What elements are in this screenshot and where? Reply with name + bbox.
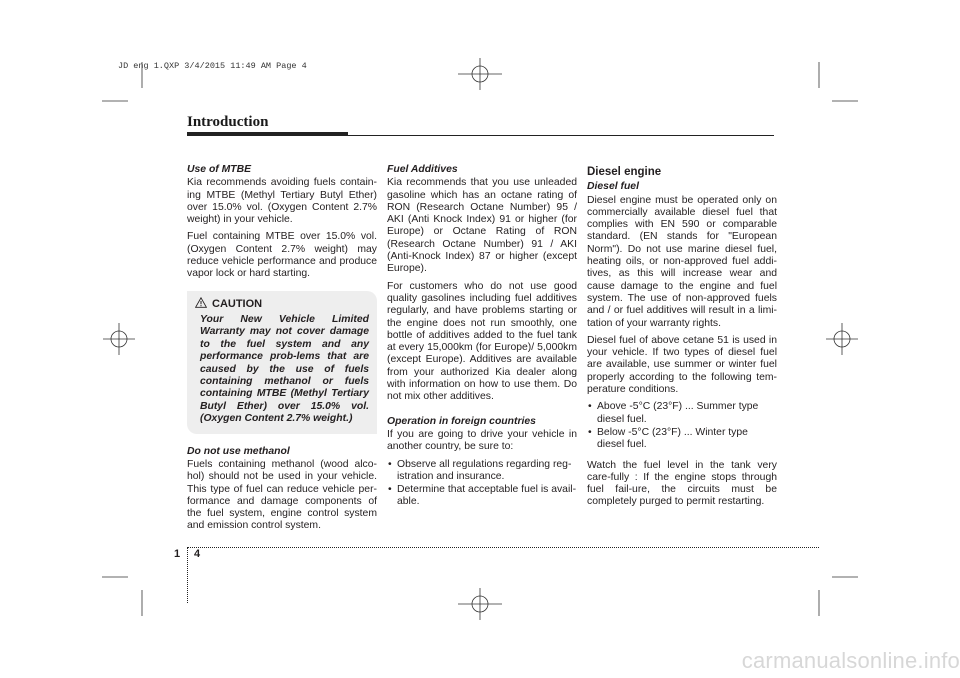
foreign-list [387,459,577,509]
heading-diesel-engine: Diesel engine [587,166,662,178]
registration-target-top [458,58,502,90]
registration-target-bottom [458,588,502,620]
paragraph-diesel-2: Diesel fuel of above cetane 51 is used in your vehicle. If two types of diesel fuel are available, use summer or winter fuel properly according to the following tem-perature conditions. [587,334,777,396]
caution-box [187,291,377,434]
paragraph-mtbe-2: Fuel containing MTBE over 15.0% vol. (Oxygen Content 2.7% weight) may reduce vehicle performance and produce vapor lock or hard starting. [187,231,377,280]
list-item: • Determine that acceptable fuel is avail-able. [387,484,577,509]
paragraph-additives-2: For customers who do not use good quality gasolines including fuel additives regularly, and have problems starting or the engine does not run smoothly, one bottle of additives added to the fuel tank at every 15,000km (for Europe)/ 5,000km (except Europe). Additives are available from your authorized Kia dealer along with information on how to use them. Do not mix other additives. [387,280,577,403]
watermark: carmanualsonline.info [741,648,960,673]
paragraph-mtbe-1: Kia recommends avoiding fuels contain-ing MTBE (Methyl Tertiary Butyl Ether) over 15.0% vol. (Oxygen Content 2.7% weight) in your vehicle. [187,177,377,226]
registration-target-left [103,323,135,355]
section-title: Introduction [187,114,269,130]
header-rule-accent [187,132,348,136]
page-number: 4 [194,548,201,560]
list-item: • Below -5°C (23°F) ... Winter type diesel fuel. [587,427,777,452]
heading-operation-foreign: Operation in foreign countries [387,415,536,427]
column-2 [387,164,577,517]
caution-title: CAUTION [212,298,263,311]
chapter-number: 1 [174,548,181,560]
column-3 [587,164,777,514]
footer-rule [187,547,819,548]
paragraph-foreign: If you are going to drive your vehicle in another country, be sure to: [387,428,577,453]
paragraph-additives-1: Kia recommends that you use unleaded gasoline which has an octane rating of RON (Research Octane Number) 95 / AKI (Anti Knock Index) 91 or higher (for Europe) or Octane Rating of RON (Research Octane Number) 91 / AKI (Anti-Knock Index) 87 or higher (except Europe). [387,177,577,275]
heading-diesel-fuel: Diesel fuel [587,181,639,193]
registration-target-right [826,323,858,355]
list-item: • Above -5°C (23°F) ... Summer type diesel fuel. [587,401,777,426]
page-number-separator [187,548,188,603]
warning-triangle-icon [195,297,207,312]
caution-text: Your New Vehicle Limited Warranty may not cover damage to the fuel system and any performance prob-lems that are caused by the use of fuels containing methanol or fuels containing MTBE (Methyl Tertiary Butyl Ether) over 15.0% vol. (Oxygen Content 2.7% weight.) [200,313,369,425]
heading-fuel-additives: Fuel Additives [387,164,458,175]
paragraph-diesel-1: Diesel engine must be operated only on commercially available diesel fuel that complies with EN 590 or comparable standard. (EN stands for "European Norm"). Do not use marine diesel fuel, heating oils, or non-approved fuel addi-tives, as this will increase wear and cause damage to the engine and fuel system. The use of non-approved fuels and / or fuel additives will result in a limi-tation of your warranty rights. [587,194,777,329]
diesel-list [587,401,777,451]
heading-use-of-mtbe: Use of MTBE [187,164,252,175]
paragraph-diesel-3: Watch the fuel level in the tank very care-fully : If the engine stops through fuel fail-ure, the circuits must be completely purged to permit restarting. [587,459,777,508]
heading-do-not-use-methanol: Do not use methanol [187,445,290,457]
paragraph-methanol: Fuels containing methanol (wood alco-hol) should not be used in your vehicle. This type of fuel can reduce vehicle per-formance and damage components of the fuel system, engine control system and emission control system. [187,458,377,532]
print-slug: JD eng 1.QXP 3/4/2015 11:49 AM Page 4 [118,61,307,71]
list-item: • Observe all regulations regarding reg-istration and insurance. [387,459,577,484]
column-1 [187,164,377,538]
